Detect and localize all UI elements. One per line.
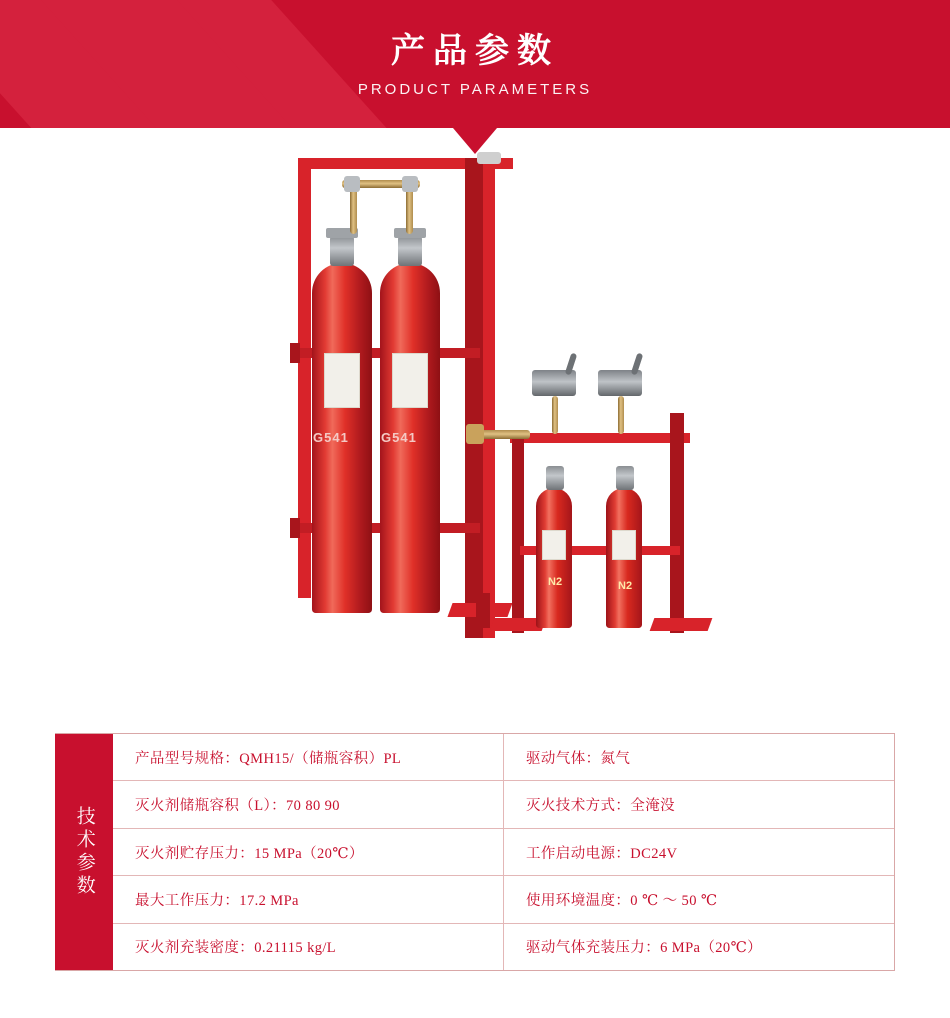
param-cell-ambient-temperature: 使用环境温度：0 ℃ ～ 50 ℃ <box>526 892 718 909</box>
param-cell-filling-density: 灭火剂充装密度：0.21115 kg/L <box>113 924 504 970</box>
cylinder-1-flex-hose <box>350 186 357 234</box>
driver-rack-top-beam <box>510 433 690 443</box>
param-cell-extinguishing-method: 灭火技术方式：全淹没 <box>526 798 675 815</box>
rack-right-post <box>465 158 483 638</box>
rack-base-column <box>476 593 490 628</box>
cylinder-2-flex-hose <box>406 186 413 234</box>
manifold-elbow-fitting <box>466 424 484 444</box>
cylinder-2-marking: G541 <box>381 430 417 445</box>
pilot-actuator-1-downpipe <box>552 396 558 434</box>
table-row <box>113 781 894 828</box>
cylinder-1-label-sticker <box>324 353 360 408</box>
product-image-area <box>0 128 950 728</box>
driver-cylinder-1-valve <box>546 466 564 490</box>
param-cell-storage-pressure: 灭火剂贮存压力：15 MPa（20℃） <box>113 829 504 875</box>
cylinder-1-valve <box>330 236 354 266</box>
header-fitting-1 <box>344 176 360 192</box>
product-illustration <box>280 148 720 658</box>
page-title: 产品参数 <box>391 32 559 70</box>
page-subtitle: PRODUCT PARAMETERS <box>357 80 593 98</box>
driver-cylinder-2-valve <box>616 466 634 490</box>
table-row <box>113 924 894 970</box>
banner-arrow-notch <box>453 128 497 154</box>
rack-right-post-face <box>483 158 495 638</box>
param-cell-model: 产品型号规格：QMH15/（储瓶容积）PL <box>113 734 504 780</box>
driver-rack-right-post <box>670 413 684 633</box>
pilot-actuator-2-downpipe <box>618 396 624 434</box>
driver-rack-left-post <box>512 433 524 633</box>
table-grid <box>113 734 894 970</box>
driver-cylinder-1-marking: N2 <box>548 576 563 588</box>
cylinder-2-valve <box>398 236 422 266</box>
param-cell-power-supply: 工作启动电源：DC24V <box>526 845 678 862</box>
table-row <box>113 876 894 923</box>
page-header-banner <box>0 0 950 128</box>
cylinder-1-marking: G541 <box>313 430 349 445</box>
table-side-label <box>55 734 113 970</box>
header-fitting-2 <box>402 176 418 192</box>
driver-cylinder-2-marking: N2 <box>618 580 633 592</box>
table-row <box>113 734 894 781</box>
driver-cylinder-1-label <box>542 530 566 560</box>
driver-rack-foot-right <box>650 618 713 631</box>
cylinder-2-label-sticker <box>392 353 428 408</box>
param-cell-cylinder-volume: 灭火剂储瓶容积（L）：70 80 90 <box>113 781 504 827</box>
rack-lower-brace-end <box>290 518 300 538</box>
param-cell-driving-gas-pressure: 驱动气体充装压力：6 MPa（20℃） <box>526 940 763 957</box>
param-cell-max-working-pressure: 最大工作压力：17.2 MPa <box>113 876 504 922</box>
param-cell-driving-gas: 驱动气体：氮气 <box>526 750 631 767</box>
technical-parameters-table <box>55 733 895 971</box>
banner-text-group <box>0 0 950 98</box>
rack-mid-brace-end <box>290 343 300 363</box>
table-side-label-text: 技术参数 <box>73 806 95 898</box>
driver-cylinder-2-label <box>612 530 636 560</box>
table-row <box>113 829 894 876</box>
